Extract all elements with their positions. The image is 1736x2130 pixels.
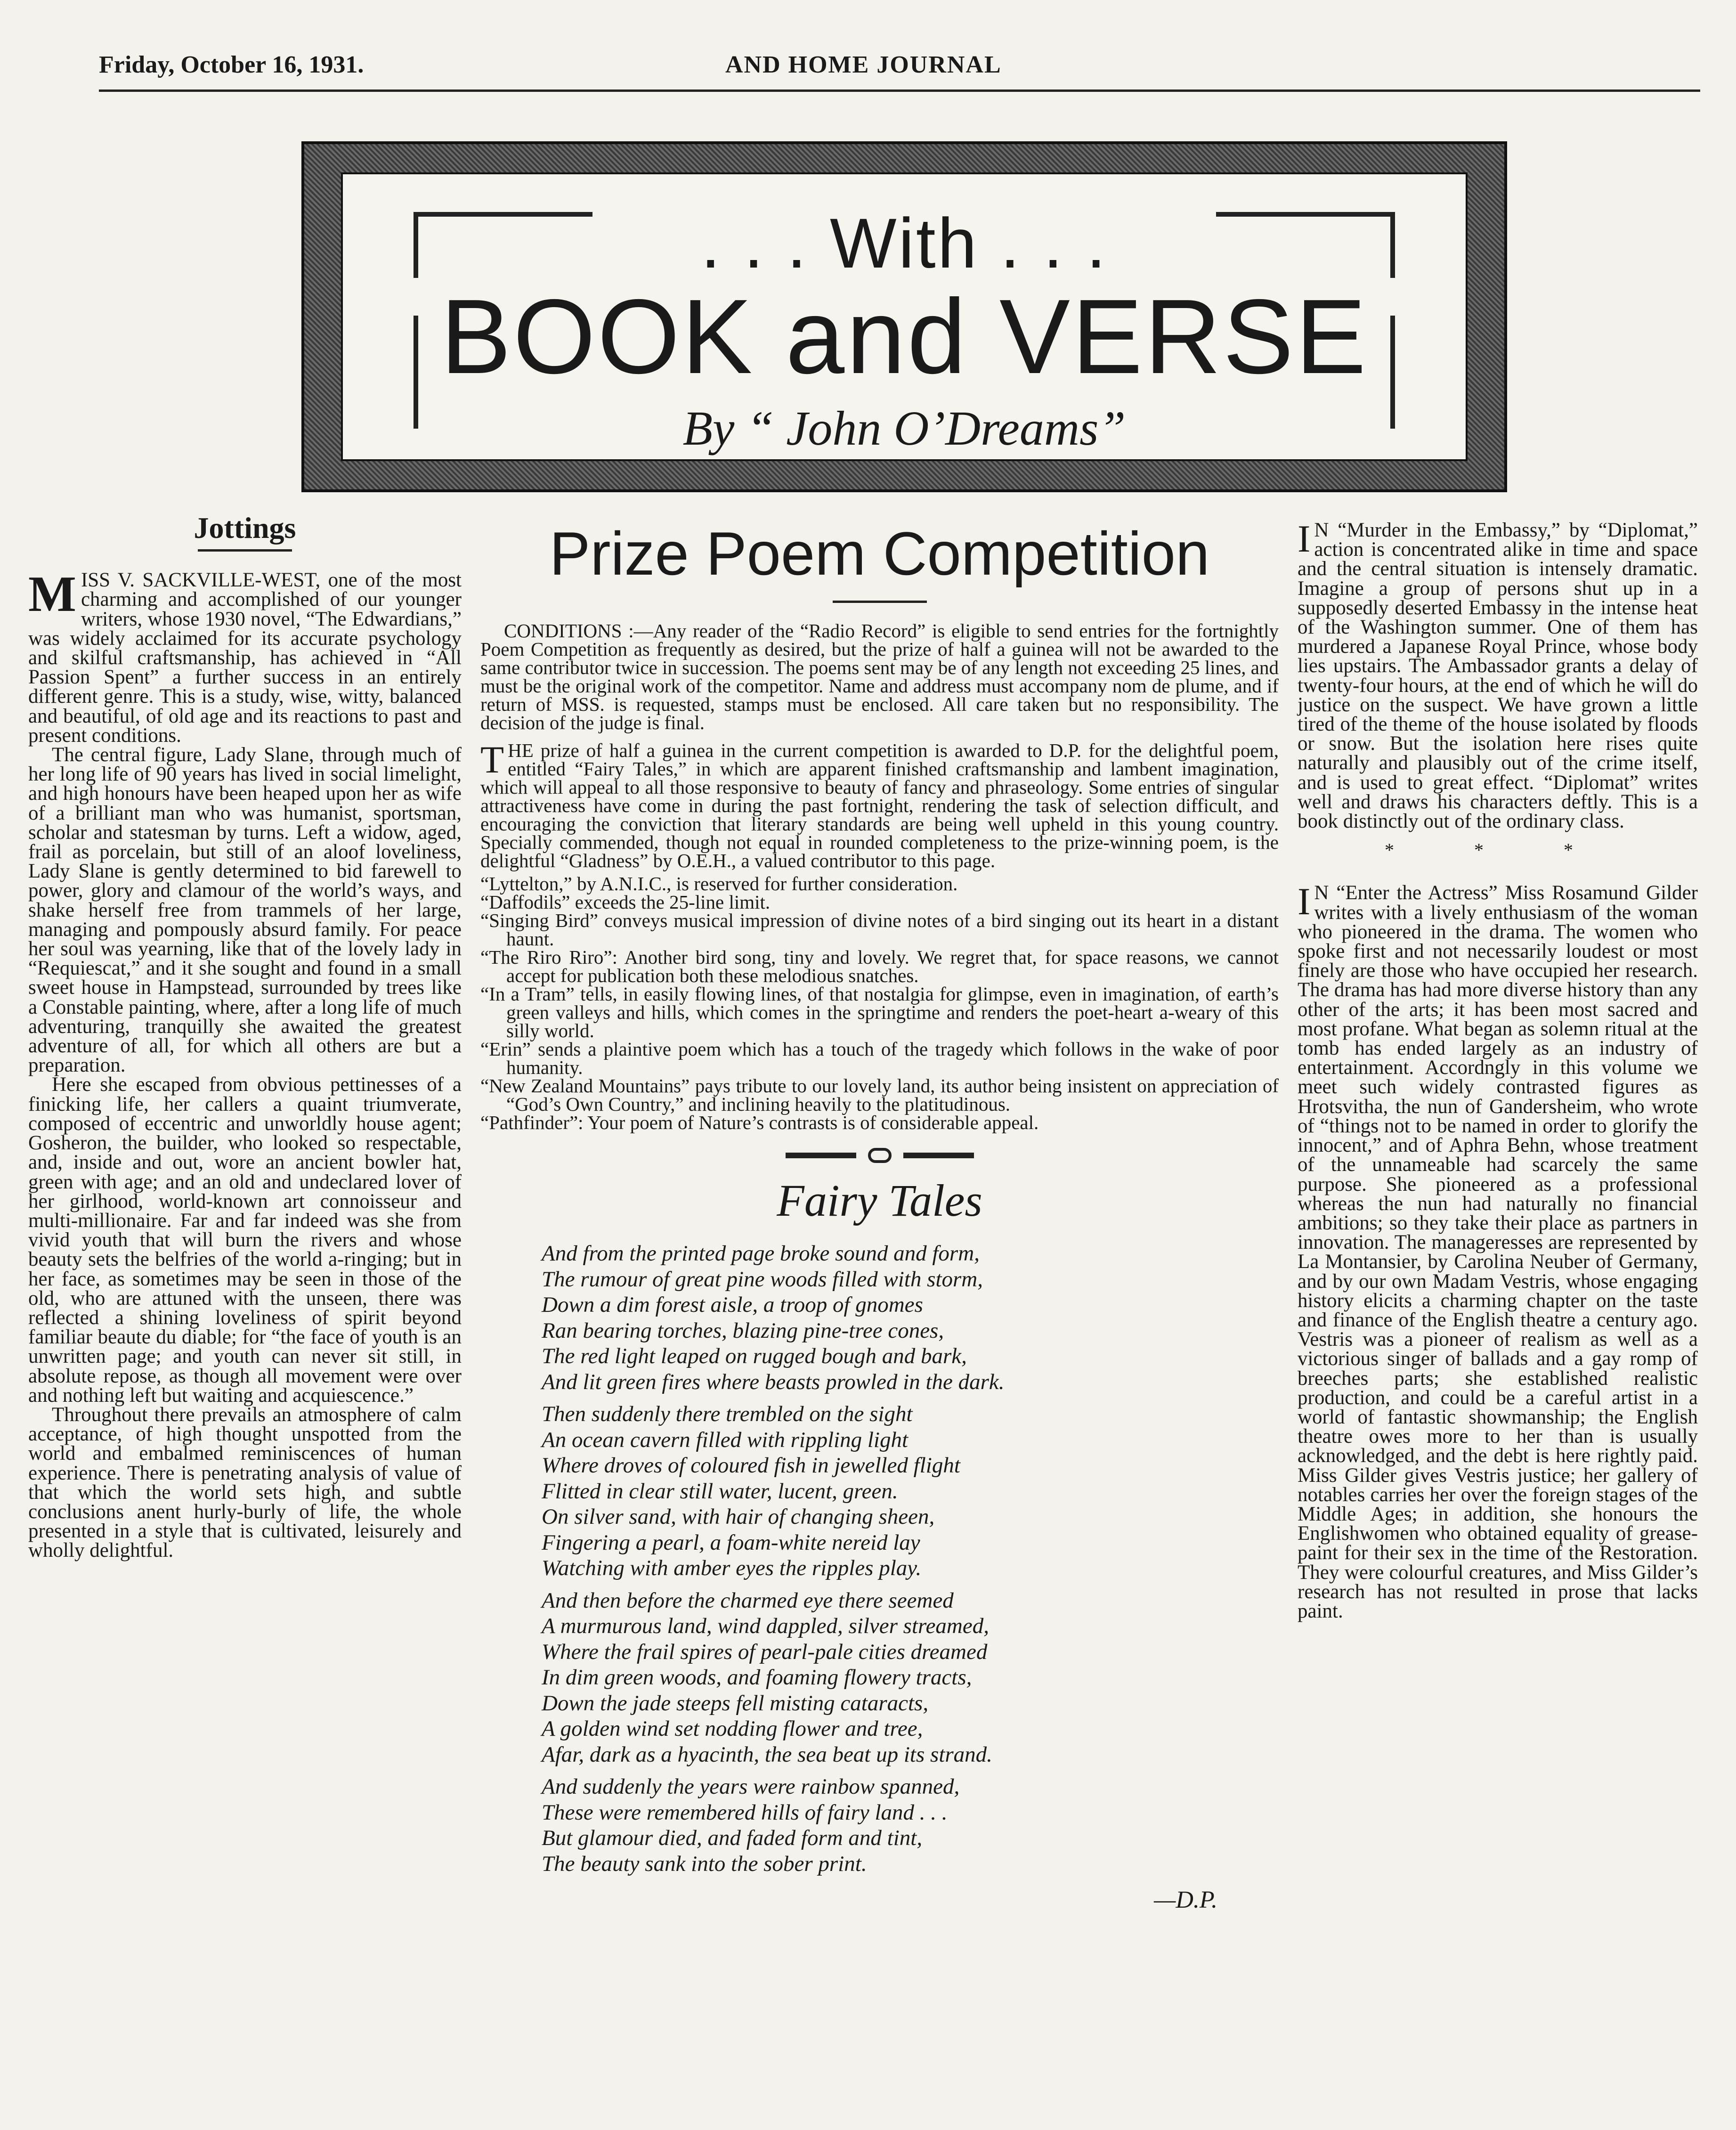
reviews-column xyxy=(1298,517,1698,1622)
poem-stanza xyxy=(542,1774,1279,1877)
poem-title: Fairy Tales xyxy=(777,1175,982,1226)
poem-body xyxy=(542,1241,1279,1877)
poem-line: Afar, dark as a hyacinth, the sea beat up its strand. xyxy=(542,1742,992,1767)
drop-cap: M xyxy=(28,566,76,623)
poem-line: On silver sand, with hair of changing sheen, xyxy=(542,1504,935,1529)
poem-line: Fingering a pearl, a foam-white nereid lay xyxy=(542,1530,920,1555)
poem-line: These were remembered hills of fairy land . . . xyxy=(542,1800,948,1825)
header-rule xyxy=(99,89,1700,92)
entry-note: “In a Tram” tells, in easily flowing lines, of that nostalgia for glimpse, even in imagination, of earth’s green valleys and hills, which comes in the springtime and renders the poet-heart a-weary of this silly world. xyxy=(480,983,1279,1041)
heading-rule xyxy=(833,601,927,603)
poem-line: A murmurous land, wind dappled, silver streamed, xyxy=(542,1614,989,1638)
jottings-paragraph: MISS V. SACKVILLE-WEST, one of the most charming and accomplished of our younger writers, whose 1930 novel, “The Edwardians,” was widely acclaimed for its accurate psychology and skilful craftsmanship, has achieved in “All Passion Spent” a further success in an entirely different genre. This is a study, wise, witty, balanced and beautiful, of old age and its reactions to past and present conditions. xyxy=(28,566,462,747)
banner-byline: By “ John O’Dreams” xyxy=(682,401,1126,455)
review-enter-the-actress: I N “Enter the Actress” Miss Rosamund Gilder writes with a lively enthusiasm of the woman who pioneered in the drama. The women who spoke first and not necessarily loudest or most finely are those who have occupied her research. The drama has had more diverse history than any other of the arts; it has been most sacred and most profane. What began as solemn ritual at the tomb has ended largely as an industry of entertainment. Accordngly in this volume we meet such widely contrasted figures as Hrotsvitha, the nun of Gandersheim, who wrote of “things not to be named in order to glorify the innocent,” and of Aphra Behn, whose treatment of the unnameable had scarcely the same purpose. She pioneered as a professional whereas the nun had naturally no financial ambitions; so they take their place as partners in innovation. The manageresses are represented by La Montansier, by Carolina Neuber of Germany, and by our own Madam Vestris, whose engaging history elicits a charming chapter on the taste and finance of the English theatre a century ago. Vestris was a pioneer of realism as well as a victorious singer of ballads and a gay romp of breeches parts; she established realistic production, and could be a careful artist in a world of fantastic showmanship; the English theatre owes more to her than is usually acknowledged, and the debt is here rightly paid. Miss Gilder gives Vestris justice; her gallery of notables carries her over the foreign stages of the Middle Ages; in addition, she honours the Englishwomen who obtained equality of grease-paint for their sex in the time of the Restoration. They were colourful creatures, and Miss Gilder’s research has not resulted in prose that lacks paint. xyxy=(1298,880,1698,1622)
jottings-heading: Jottings xyxy=(194,511,296,545)
poem-line: Then suddenly there trembled on the sight xyxy=(542,1402,913,1426)
poem-line: Watching with amber eyes the ripples play. xyxy=(542,1556,922,1580)
entry-note: “Singing Bird” conveys musical impression of divine notes of a bird singing out its heart in a distant haunt. xyxy=(480,910,1279,950)
poem-line: An ocean cavern filled with rippling light xyxy=(542,1427,909,1452)
heading-rule xyxy=(198,549,292,552)
poem-line: The red light leaped on rugged bough and bark, xyxy=(542,1344,967,1368)
section-stars: * * * xyxy=(1385,839,1611,861)
poem-line: And suddenly the years were rainbow spanned, xyxy=(542,1774,960,1799)
ornament-divider xyxy=(786,1146,974,1165)
review-murder-in-the-embassy: I N “Murder in the Embassy,” by “Diplomat,” action is concentrated alike in time and space and the central situation is intensely dramatic. Imagine a group of persons shut up in a supposedly deserted Embassy in the intense heat of the Washington summer. One of them has murdered a Japanese Royal Prince, whose body lies upstairs. The Ambassador grants a delay of twenty-four hours, at the end of which he will do justice on the suspect. We have grown a little tired of the theme of the house isolated by floods or snow. But the isolation here rises quite naturally and plausibly out of the crime itself, and is used to great effect. “Diplomat” writes well and draws his characters deftly. This is a book distinctly out of the ordinary class. xyxy=(1298,517,1698,833)
poem-line: Where the frail spires of pearl-pale cities dreamed xyxy=(542,1639,988,1664)
entry-note: “Erin” sends a plaintive poem which has a touch of the tragedy which follows in the wake of poor humanity. xyxy=(480,1038,1279,1078)
poem-signature: —D.P. xyxy=(1154,1886,1217,1913)
entry-note: “The Riro Riro”: Another bird song, tiny and lovely. We regret that, for space reasons, we cannot accept for publication both these melodious snatches. xyxy=(480,946,1279,986)
poem-line: And lit green fires where beasts prowled in the dark. xyxy=(542,1369,1005,1394)
drop-cap: I xyxy=(1298,880,1311,923)
entry-note: “Pathfinder”: Your poem of Nature’s contrasts is of considerable appeal. xyxy=(480,1112,1039,1133)
poem-line: The rumour of great pine woods filled with storm, xyxy=(542,1267,983,1292)
issue-date: Friday, October 16, 1931. xyxy=(99,51,364,78)
banner-panel xyxy=(341,172,1468,461)
competition-heading: Prize Poem Competition xyxy=(549,519,1210,588)
poem-line: Down a dim forest aisle, a troop of gnomes xyxy=(542,1293,923,1317)
entry-note: “Daffodils” exceeds the 25-line limit. xyxy=(480,891,771,913)
drop-cap: T xyxy=(480,738,504,781)
poem-stanza xyxy=(542,1401,1279,1581)
award-paragraph: THE prize of half a guinea in the current competition is awarded to D.P. for the delightful poem, entitled “Fairy Tales,” in which are apparent finished craftsmanship and lambent imagination, which will appeal to all those responsive to beauty of fancy and phraseology. Some entries of singular attractiveness have come in during the past fortnight, rendering the task of selection difficult, and encouraging the conviction that literary standards are being well upheld in this young country. Specially commended, though not equal in rounded completeness to the prize-winning poem, is the delightful “Gladness” by O.E.H., a valued contributor to this page. xyxy=(480,738,1279,871)
poem-stanza xyxy=(542,1241,1279,1395)
jottings-paragraph: Here she escaped from obvious pettinesses of a finicking life, her callers a quaint triumverate, composed of eccentric and unworldly house agent; Gosheron, the builder, who looked so respectable, and, inside and out, wore an ancient bowler hat, green with age; and an old and undeclared lover of her girlhood, world-known art connoisseur and multi-millionaire. Far and far indeed was she from vivid youth that will burn the rivers and whose beauty sets the belfries of the world a-ringing; but in her face, as sometimes may be seen in those of the old, who are attuned with the unseen, there was reflected a shining loveliness of spirit beyond familiar beaute du diable; for “the face of youth is an unwritten page; and youth can never sit still, in absolute repose, as though all movement were over and nothing left but waiting and acquiescence.” xyxy=(28,1073,462,1406)
poem-line: And from the printed page broke sound and form, xyxy=(542,1241,980,1266)
poem-line: Down the jade steeps fell misting cataracts, xyxy=(542,1691,929,1715)
poem-line: Ran bearing torches, blazing pine-tree cones, xyxy=(542,1318,944,1343)
poem-line: Flitted in clear still water, lucent, green. xyxy=(542,1479,898,1504)
competition-conditions: CONDITIONS :—Any reader of the “Radio Record” is eligible to send entries for the fortnightly Poem Competition as frequently as desired, but the prize of half a guinea will not be awarded to the same contributor twice in succession. The poems sent may be of any length not exceeding 25 lines, and must be the original work of the competitor. Name and address must accompany nom de plume, and if return of MSS. is requested, stamps must be enclosed. All care taken but no responsibility. The decision of the judge is final. xyxy=(480,620,1279,733)
jottings-paragraph: The central figure, Lady Slane, through much of her long life of 90 years has lived in social limelight, and high honours have been heaped upon her as wife of a brilliant man who was humanist, sportsman, scholar and statesman by turns. Left a widow, aged, frail as porcelain, but still of an aloof loveliness, Lady Slane is gently determined to bid farewell to power, glory and clamour of the world’s ways, and shake herself free from trammels of her large, managing and pompously absurd family. For peace her soul was yearning, like that of the lovely lady in “Requiescat,” and it she sought and found in a small sweet house in Hampstead, surrounded by trees like a Constable painting, where, after a long life of much adventuring, tranquilly she awaited the greatest adventure of all, for which all others are but a preparation. xyxy=(28,744,462,1077)
poem-line: But glamour died, and faded form and tint, xyxy=(542,1826,923,1850)
competition-column xyxy=(480,509,1279,1914)
poem-line: A golden wind set nodding flower and tree, xyxy=(542,1716,923,1741)
banner-with: . . . With . . . xyxy=(700,203,1108,283)
entry-note: “Lyttelton,” by A.N.I.C., is reserved for further consideration. xyxy=(480,873,958,894)
journal-title: AND HOME JOURNAL xyxy=(725,51,1002,78)
poem-line: And then before the charmed eye there seemed xyxy=(542,1588,954,1613)
entry-note: “New Zealand Mountains” pays tribute to our lovely land, its author being insistent on appreciation of “God’s Own Country,” and inclining heavily to the platitudinous. xyxy=(480,1075,1279,1115)
poem-line: In dim green woods, and foaming flowery tracts, xyxy=(542,1665,972,1690)
jottings-paragraph: Throughout there prevails an atmosphere of calm acceptance, of high thought unspotted from the world and embalmed reminiscences of human experience. There is penetrating analysis of value of that which the world sets high, and subtle conclusions anent hurly-burly of life, the whole presented in a style that is cultivated, leisurely and wholly delightful. xyxy=(28,1403,462,1562)
drop-cap: I xyxy=(1298,517,1311,560)
poem-line: The beauty sank into the sober print. xyxy=(542,1851,867,1876)
banner-title: BOOK and VERSE xyxy=(440,277,1368,396)
poem-line: Where droves of coloured fish in jewelled flight xyxy=(542,1453,960,1478)
jottings-column xyxy=(28,509,462,1561)
poem-stanza xyxy=(542,1588,1279,1768)
running-head xyxy=(99,51,1700,89)
section-banner xyxy=(301,141,1507,492)
